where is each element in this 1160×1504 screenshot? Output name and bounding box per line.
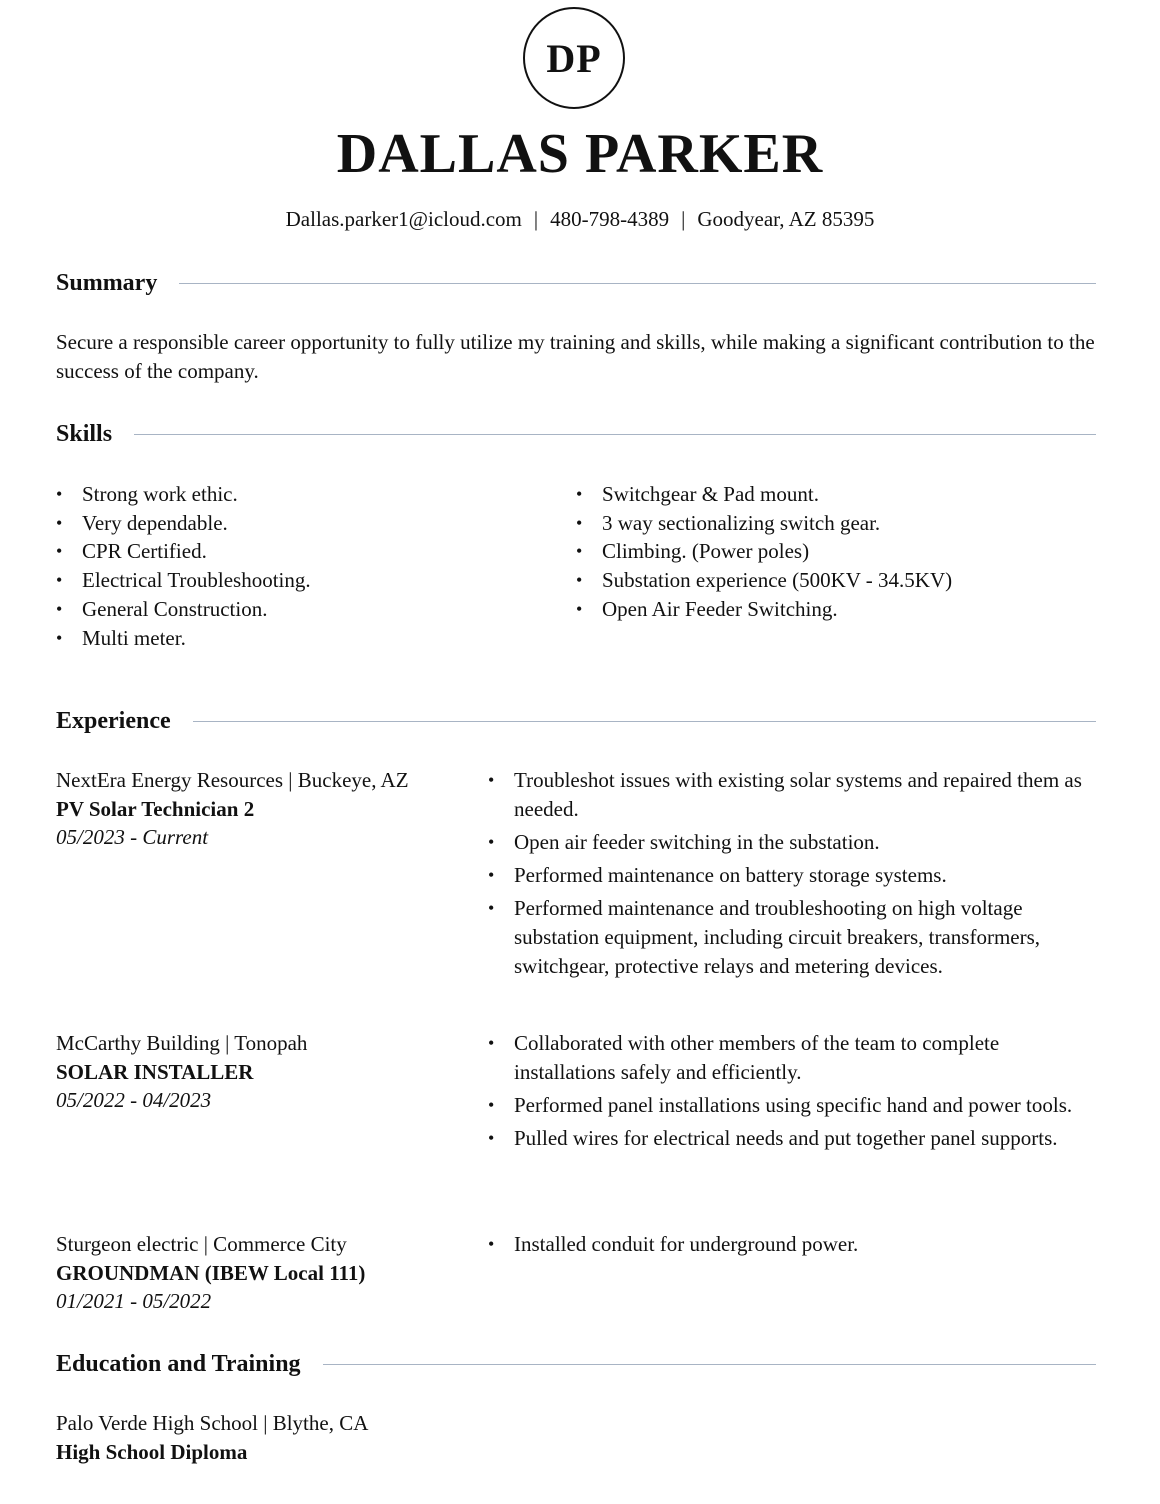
bullet-icon: • <box>488 898 495 918</box>
skill-item: • Strong work ethic. <box>56 480 496 509</box>
skill-item: • General Construction. <box>56 595 496 624</box>
job-bullets <box>488 1029 1096 1157</box>
job-header <box>56 1230 456 1316</box>
bullet-icon: • <box>56 627 63 648</box>
job-company: Sturgeon electric | Commerce City <box>56 1232 347 1256</box>
candidate-name: DALLAS PARKER <box>336 123 824 185</box>
bullet-icon: • <box>488 1095 495 1115</box>
job-role: SOLAR INSTALLER <box>56 1059 254 1084</box>
job-bullet: • Performed maintenance and troubleshooting on high voltage substation equipment, including circuit breakers, transformers, switchgear, protective relays and metering devices. <box>488 896 1041 978</box>
contact-separator: | <box>681 207 686 231</box>
bullet-icon: • <box>488 1234 495 1254</box>
section-title-skills: Skills <box>56 421 113 447</box>
monogram-logo: DP <box>523 7 625 109</box>
job-dates: 05/2023 - Current <box>56 825 209 849</box>
job-bullet: • Collaborated with other members of the team to complete installations safely and efficiently. <box>488 1031 1000 1084</box>
bullet-icon: • <box>576 512 583 533</box>
job-role: PV Solar Technician 2 <box>56 796 255 821</box>
bullet-icon: • <box>56 484 63 504</box>
summary-text: Secure a responsible career opportunity to fully utilize my training and skills, while making a significant contribution to the success of the company. <box>56 330 1095 383</box>
experience-section-header <box>56 708 1096 735</box>
skill-item: • 3 way sectionalizing switch gear. <box>576 509 1096 538</box>
skill-item: • CPR Certified. <box>56 537 496 566</box>
job-bullet: • Pulled wires for electrical needs and put together panel supports. <box>488 1124 1096 1153</box>
education-section-header <box>56 1351 1096 1378</box>
section-divider <box>134 434 1096 435</box>
bullet-icon: • <box>576 541 583 562</box>
bullet-icon: • <box>488 865 495 885</box>
skill-item: • Climbing. (Power poles) <box>576 537 1096 566</box>
contact-separator: | <box>533 207 539 231</box>
job-bullet: • Performed panel installations using specific hand and power tools. <box>488 1091 1096 1120</box>
bullet-icon: • <box>56 541 63 562</box>
job-company: McCarthy Building | Tonopah <box>56 1031 308 1055</box>
bullet-icon: • <box>56 512 63 533</box>
contact-location: Goodyear, AZ 85395 <box>697 207 875 231</box>
job-header <box>56 1029 456 1115</box>
education-degree: High School Diploma <box>56 1440 248 1464</box>
bullet-icon: • <box>488 770 495 790</box>
bullet-icon: • <box>488 1033 495 1053</box>
bullet-icon: • <box>576 570 583 591</box>
job-dates: 05/2022 - 04/2023 <box>56 1088 212 1112</box>
bullet-icon: • <box>488 832 495 852</box>
job-bullet: • Troubleshot issues with existing solar systems and repaired them as needed. <box>488 768 1082 821</box>
bullet-icon: • <box>576 598 583 619</box>
job-bullet: • Installed conduit for underground power. <box>488 1230 1096 1259</box>
job-bullet: • Open air feeder switching in the substation. <box>488 828 1096 857</box>
section-title-experience: Experience <box>56 708 171 734</box>
section-divider <box>323 1364 1096 1365</box>
skill-item: • Open Air Feeder Switching. <box>576 595 1096 624</box>
skill-item: • Very dependable. <box>56 509 496 538</box>
section-title-education: Education and Training <box>56 1351 301 1377</box>
skill-item: • Switchgear & Pad mount. <box>576 480 1096 509</box>
section-title-summary: Summary <box>56 270 158 296</box>
section-divider <box>193 721 1096 722</box>
skill-item: • Substation experience (500KV - 34.5KV) <box>576 566 1096 595</box>
skills-section-header <box>56 421 1096 448</box>
skills-list-right <box>576 480 1096 624</box>
job-bullets <box>488 766 1096 985</box>
summary-section-header <box>56 270 1096 297</box>
job-company: NextEra Energy Resources | Buckeye, AZ <box>56 768 409 792</box>
job-bullets <box>488 1230 1096 1263</box>
contact-phone: 480-798-4389 <box>550 207 670 231</box>
bullet-icon: • <box>576 484 583 504</box>
job-bullet: • Performed maintenance on battery storage systems. <box>488 861 1096 890</box>
job-role: GROUNDMAN (IBEW Local 111) <box>56 1260 366 1285</box>
contact-email: Dallas.parker1@icloud.com <box>285 207 522 231</box>
bullet-icon: • <box>56 598 63 619</box>
bullet-icon: • <box>56 570 63 591</box>
contact-line <box>0 207 1160 232</box>
job-dates: 01/2021 - 05/2022 <box>56 1289 212 1313</box>
section-divider <box>179 283 1096 284</box>
education-entry <box>56 1409 368 1467</box>
education-school: Palo Verde High School | Blythe, CA <box>56 1411 369 1435</box>
bullet-icon: • <box>488 1128 495 1148</box>
job-header <box>56 766 456 852</box>
skill-item: • Multi meter. <box>56 624 496 653</box>
skills-list-left <box>56 480 496 652</box>
skill-item: • Electrical Troubleshooting. <box>56 566 496 595</box>
